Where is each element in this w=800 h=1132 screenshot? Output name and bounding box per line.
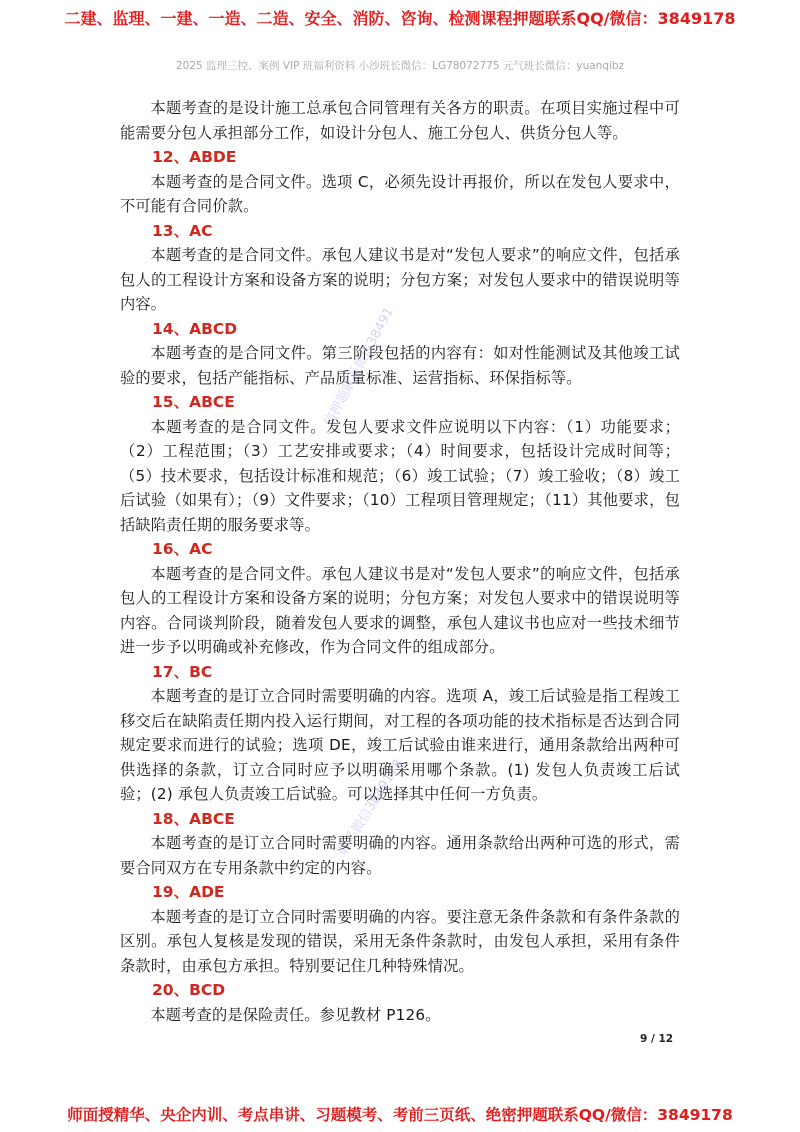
- bottom-ad-banner: 师面授精华、央企内训、考点串讲、习题模考、考前三页纸、绝密押题联系QQ/微信：3849178: [67, 1106, 733, 1124]
- answer-number: 13、AC: [152, 221, 213, 240]
- answer-explanations: [120, 96, 680, 1027]
- answer-number: 17、BC: [152, 662, 213, 681]
- explanation-paragraph: 本题考查的是合同文件。第三阶段包括的内容有：如对性能测试及其他竣工试验的要求，包括产能指标、产品质量标准、运营指标、环保指标等。: [120, 344, 680, 387]
- explanation-paragraph: 本题考查的是订立合同时需要明确的内容。通用条款给出两种可选的形式，需要合同双方在专用条款中约定的内容。: [120, 834, 680, 877]
- answer-number: 14、ABCD: [152, 319, 238, 338]
- explanation-paragraph: 本题考查的是保险责任。参见教材 P126。: [150, 1005, 441, 1024]
- explanation-paragraph: 本题考查的是合同文件。承包人建议书是对“发包人要求”的响应文件，包括承包人的工程设计方案和设备方案的说明；分包方案；对发包人要求中的错误说明等内容。合同谈判阶段，随着发包人要求的调整，承包人建议书也应对一些技术细节进一步予以明确或补充修改，作为合同文件的组成部分。: [120, 564, 680, 656]
- top-ad-banner: 二建、监理、一建、一造、二造、安全、消防、咨询、检测课程押题联系QQ/微信：3849178: [64, 9, 736, 28]
- answer-number: 19、ADE: [152, 883, 225, 901]
- page-header: 2025 监理三控、案例 VIP 班福利资料 小沙班长微信：LG78072775 元气班长微信：yuanqibz: [175, 60, 625, 72]
- watermark-text: 信押题联系微信38491: [321, 305, 397, 429]
- watermark-text: 联系微信3849178: [335, 756, 407, 859]
- answer-number: 16、AC: [152, 540, 213, 558]
- explanation-paragraph: 本题考查的是合同文件。选项 C，必须先设计再报价，所以在发包人要求中，不可能有合同价款。: [120, 172, 680, 215]
- answer-number: 20、BCD: [152, 981, 226, 999]
- page-number: 9 / 12: [640, 1033, 674, 1045]
- explanation-paragraph: 本题考查的是订立合同时需要明确的内容。要注意无条件条款和有条件条款的区别。承包人复核是发现的错误，采用无条件条款时，由发包人承担，采用有条件条款时，由承包方承担。特别要记住几种特殊情况。: [120, 907, 680, 975]
- explanation-paragraph: 本题考查的是合同文件。承包人建议书是对“发包人要求”的响应文件，包括承包人的工程设计方案和设备方案的说明；分包方案；对发包人要求中的错误说明等内容。: [120, 246, 680, 313]
- answer-list: [120, 145, 680, 1027]
- answer-number: 12、ABDE: [152, 148, 237, 166]
- explanation-paragraph: 本题考查的是合同文件。发包人要求文件应说明以下内容：（1）功能要求；（2）工程范围；（3）工艺安排或要求；（4）时间要求，包括设计完成时间等；（5）技术要求，包括设计标准和规范；（6）竣工试验；（7）竣工验收；（8）竣工后试验（如果有）；（9）文件要求；（10）工程项目管理规定；（11）其他要求，包括缺陷责任期的服务要求等。: [120, 417, 680, 534]
- intro-paragraph: 本题考查的是设计施工总承包合同管理有关各方的职责。在项目实施过程中可能需要分包人承担部分工作，如设计分包人、施工分包人、供货分包人等。: [120, 99, 680, 142]
- answer-number: 18、ABCE: [152, 809, 235, 828]
- answer-number: 15、ABCE: [152, 393, 235, 411]
- explanation-paragraph: 本题考查的是订立合同时需要明确的内容。选项 A，竣工后试验是指工程竣工移交后在缺陷责任期内投入运行期间，对工程的各项功能的技术指标是否达到合同规定要求而进行的试验；选项 DE，竣工后试验由谁来进行，通用条款给出两种可供选择的条款，订立合同时应予以明确采用哪个条款。(1) 发包人负责竣工后试验；(2) 承包人负责竣工后试验。可以选择其中任何一方负责。: [120, 687, 680, 803]
